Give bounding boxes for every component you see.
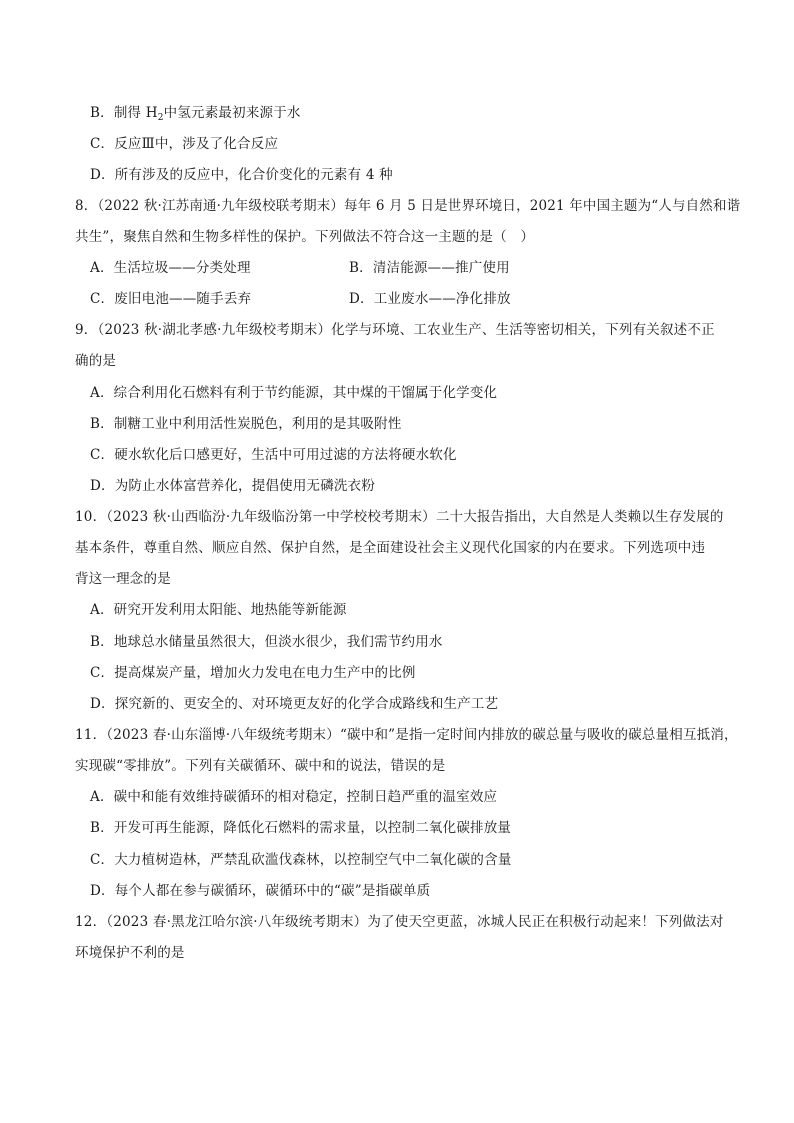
question-10-option-b: B．地球总水储量虽然很大，但淡水很少，我们需节约用水 <box>90 634 443 650</box>
prev-option-b-text: B．制得 H <box>90 105 158 121</box>
question-9-option-a: A．综合利用化石燃料有利于节约能源，其中煤的干馏属于化学变化 <box>90 385 498 401</box>
question-8-option-c: C．废旧电池——随手丢弃 <box>90 291 252 307</box>
question-11-option-b: B．开发可再生能源，降低化石燃料的需求量，以控制二氧化碳排放量 <box>90 820 512 836</box>
question-9-stem-line-1: 9．（2023 秋·湖北孝感·九年级校考期末）化学与环境、工农业生产、生活等密切相关，下列有关叙述不正 <box>75 322 715 338</box>
question-8-option-b: B．清洁能源——推广使用 <box>349 260 510 276</box>
question-10-stem-line-1: 10．（2023 秋·山西临汾·九年级临汾第一中学校校考期末）二十大报告指出，大自然是人类赖以生存发展的 <box>75 509 724 525</box>
prev-option-d: D．所有涉及的反应中，化合价变化的元素有 4 种 <box>90 167 393 183</box>
question-10-option-d: D．探究新的、更安全的、对环境更友好的化学合成路线和生产工艺 <box>90 696 499 712</box>
question-11-option-d: D．每个人都在参与碳循环，碳循环中的“碳”是指碳单质 <box>90 883 431 899</box>
question-9-option-d: D．为防止水体富营养化，提倡使用无磷洗衣粉 <box>90 478 376 494</box>
subscript: 2 <box>157 113 164 123</box>
question-10-stem-line-2: 基本条件，尊重自然、顺应自然、保护自然，是全面建设社会主义现代化国家的内在要求。下列选项中违 <box>75 540 706 556</box>
question-10-stem-line-3: 背这一理念的是 <box>75 571 171 587</box>
question-9-option-c: C．硬水软化后口感更好，生活中可用过滤的方法将硬水软化 <box>90 447 457 463</box>
prev-option-b-text-rest: 中氢元素最初来源于水 <box>163 105 301 121</box>
question-8-option-d: D．工业废水——净化排放 <box>349 291 511 307</box>
question-9-option-b: B．制糖工业中利用活性炭脱色，利用的是其吸附性 <box>90 416 402 432</box>
question-11-option-a: A．碳中和能有效维持碳循环的相对稳定，控制日趋严重的温室效应 <box>90 789 498 805</box>
question-11-stem-line-2: 实现碳“零排放”。下列有关碳循环、碳中和的说法，错误的是 <box>75 758 446 774</box>
question-8-stem-line-1: 8．（2022 秋·江苏南通·九年级校联考期末）每年 6 月 5 日是世界环境日，2021 年中国主题为“人与自然和谐 <box>75 198 741 214</box>
question-10-option-a: A．研究开发利用太阳能、地热能等新能源 <box>90 602 347 618</box>
question-12-stem-line-1: 12．（2023 春·黑龙江哈尔滨·八年级统考期末）为了使天空更蓝，冰城人民正在积极行动起来！下列做法对 <box>75 914 724 930</box>
question-10-option-c: C．提高煤炭产量，增加火力发电在电力生产中的比例 <box>90 665 416 681</box>
prev-option-b <box>90 103 301 123</box>
question-12-stem-line-2: 环境保护不利的是 <box>75 945 185 961</box>
question-9-stem-line-2: 确的是 <box>75 353 117 369</box>
question-11-stem-line-1: 11．（2023 春·山东淄博·八年级统考期末）“碳中和”是指一定时间内排放的碳总量与吸收的碳总量相互抵消， <box>75 727 738 743</box>
question-8-option-a: A．生活垃圾——分类处理 <box>90 260 251 276</box>
prev-option-c: C．反应Ⅲ中，涉及了化合反应 <box>90 136 279 152</box>
question-8-stem-line-2: 共生”，聚焦自然和生物多样性的保护。下列做法不符合这一主题的是（ ） <box>75 229 535 245</box>
question-11-option-c: C．大力植树造林，严禁乱砍滥伐森林，以控制空气中二氧化碳的含量 <box>90 852 512 868</box>
